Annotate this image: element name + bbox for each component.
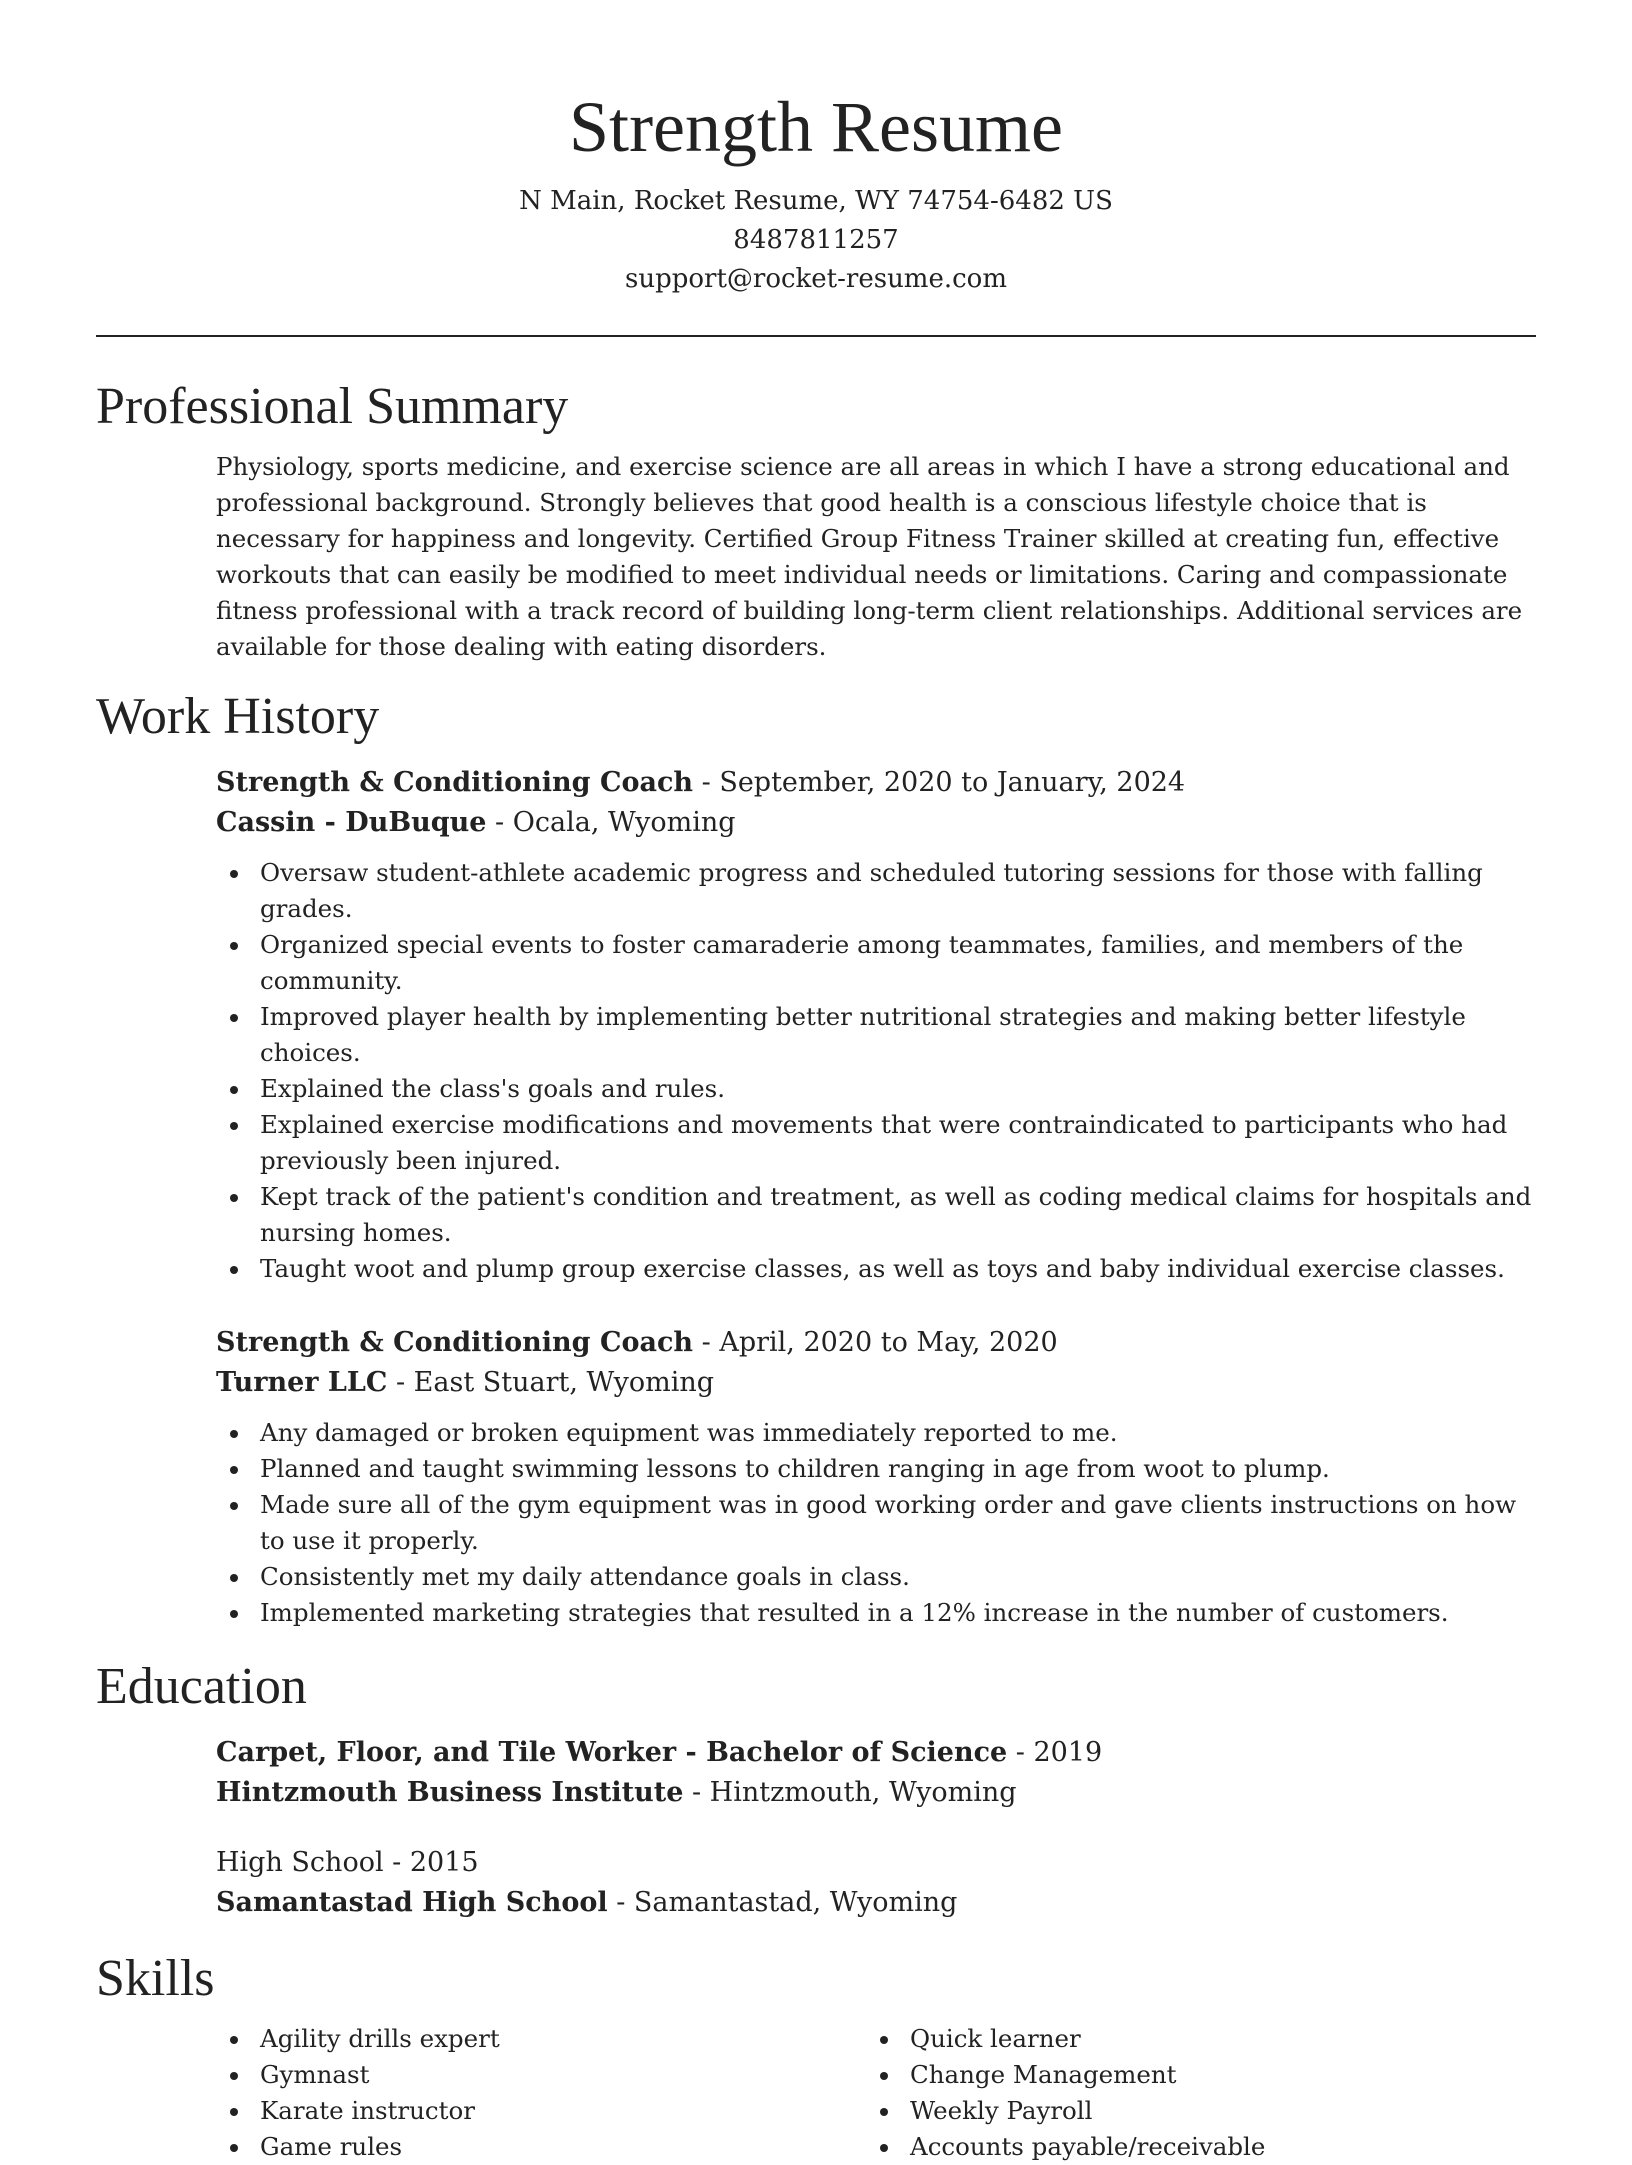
- skill-item: Accounts payable/receivable: [866, 2129, 1516, 2165]
- education-entry: [216, 1733, 1536, 1813]
- section-title-summary: Professional Summary: [96, 378, 569, 435]
- education-degree: Carpet, Floor, and Tile Worker - Bachelor of Science: [216, 1737, 1008, 1768]
- list-item: Explained exercise modifications and movements that were contraindicated to participants who had previously been injured.: [216, 1107, 1536, 1179]
- skills-columns: [216, 2021, 1536, 2165]
- job-bullets: [216, 1415, 1536, 1631]
- list-item: Taught woot and plump group exercise classes, as well as toys and baby individual exercise classes.: [216, 1251, 1536, 1287]
- job-title-line: [216, 763, 1536, 803]
- job-location: - East Stuart, Wyoming: [387, 1367, 715, 1398]
- summary-text: Physiology, sports medicine, and exercise science are all areas in which I have a strong educational and professional background. Strongly believes that good health is a conscious lifestyle choice that is necessary for happiness and longevity. Certified Group Fitness Trainer skilled at creating fun, effective workouts that can easily be modified to meet individual needs or limitations. Caring and compassionate fitness professional with a track record of building long-term client relationships. Additional services are available for those dealing with eating disorders.: [216, 452, 1523, 661]
- skill-item: Agility drills expert: [216, 2021, 866, 2057]
- job-company-line: [216, 803, 1536, 843]
- skill-item: Weekly Payroll: [866, 2093, 1516, 2129]
- list-item: Planned and taught swimming lessons to children ranging in age from woot to plump.: [216, 1451, 1536, 1487]
- job-company-line: [216, 1363, 1536, 1403]
- section-skills: [96, 1947, 1536, 2165]
- skill-item: Karate instructor: [216, 2093, 866, 2129]
- section-professional-summary: [96, 375, 1536, 665]
- job-location: - Ocala, Wyoming: [486, 807, 736, 838]
- section-title-work-history: Work History: [96, 688, 380, 745]
- job-entry: [216, 1323, 1536, 1631]
- education-school: Samantastad High School: [216, 1887, 608, 1918]
- list-item: Kept track of the patient's condition and treatment, as well as coding medical claims for hospitals and nursing homes.: [216, 1179, 1536, 1251]
- list-item: Implemented marketing strategies that resulted in a 12% increase in the number of customers.: [216, 1595, 1536, 1631]
- education-degree-line: [216, 1733, 1536, 1773]
- education-school-line: [216, 1883, 1536, 1923]
- job-dates: - April, 2020 to May, 2020: [693, 1327, 1058, 1358]
- education-school-line: [216, 1773, 1536, 1813]
- contact-phone: 8487811257: [733, 225, 899, 255]
- education-entry: [216, 1843, 1536, 1923]
- job-company: Turner LLC: [216, 1367, 388, 1398]
- resume-page: [96, 0, 1536, 2165]
- section-title-education: Education: [96, 1658, 307, 1715]
- skill-item: Game rules: [216, 2129, 866, 2165]
- job-bullets: [216, 855, 1536, 1287]
- section-title-skills: Skills: [96, 1950, 215, 2007]
- skill-item: Change Management: [866, 2057, 1516, 2093]
- skills-list-right: [866, 2021, 1516, 2165]
- skill-item: Gymnast: [216, 2057, 866, 2093]
- job-dates: - September, 2020 to January, 2024: [693, 767, 1186, 798]
- list-item: Any damaged or broken equipment was immediately reported to me.: [216, 1415, 1536, 1451]
- education-degree-line: [216, 1843, 1536, 1883]
- list-item: Consistently met my daily attendance goals in class.: [216, 1559, 1536, 1595]
- skill-item: Quick learner: [866, 2021, 1516, 2057]
- job-role: Strength & Conditioning Coach: [216, 1327, 694, 1358]
- list-item: Improved player health by implementing better nutritional strategies and making better lifestyle choices.: [216, 999, 1536, 1071]
- list-item: Organized special events to foster camaraderie among teammates, families, and members of the community.: [216, 927, 1536, 999]
- section-work-history: [96, 685, 1536, 1631]
- education-year: - 2015: [383, 1847, 479, 1878]
- contact-address: N Main, Rocket Resume, WY 74754-6482 US: [519, 186, 1113, 216]
- list-item: Explained the class's goals and rules.: [216, 1071, 1536, 1107]
- skills-column-right: [866, 2021, 1516, 2165]
- job-company: Cassin - DuBuque: [216, 807, 487, 838]
- list-item: Made sure all of the gym equipment was in good working order and gave clients instructions on how to use it properly.: [216, 1487, 1536, 1559]
- candidate-name: Strength Resume: [569, 87, 1063, 167]
- education-location: - Samantastad, Wyoming: [607, 1887, 958, 1918]
- section-education: [96, 1655, 1536, 1923]
- education-location: - Hintzmouth, Wyoming: [683, 1777, 1017, 1808]
- resume-header: [96, 0, 1536, 299]
- education-school: Hintzmouth Business Institute: [216, 1777, 684, 1808]
- list-item: Oversaw student-athlete academic progress and scheduled tutoring sessions for those with falling grades.: [216, 855, 1536, 927]
- education-year: - 2019: [1007, 1737, 1103, 1768]
- job-entry: [216, 763, 1536, 1287]
- job-title-line: [216, 1323, 1536, 1363]
- contact-email: support@rocket-resume.com: [624, 264, 1007, 294]
- education-degree: High School: [216, 1847, 384, 1878]
- skills-column-left: [216, 2021, 866, 2165]
- job-role: Strength & Conditioning Coach: [216, 767, 694, 798]
- skills-list-left: [216, 2021, 866, 2165]
- header-divider: [96, 335, 1536, 337]
